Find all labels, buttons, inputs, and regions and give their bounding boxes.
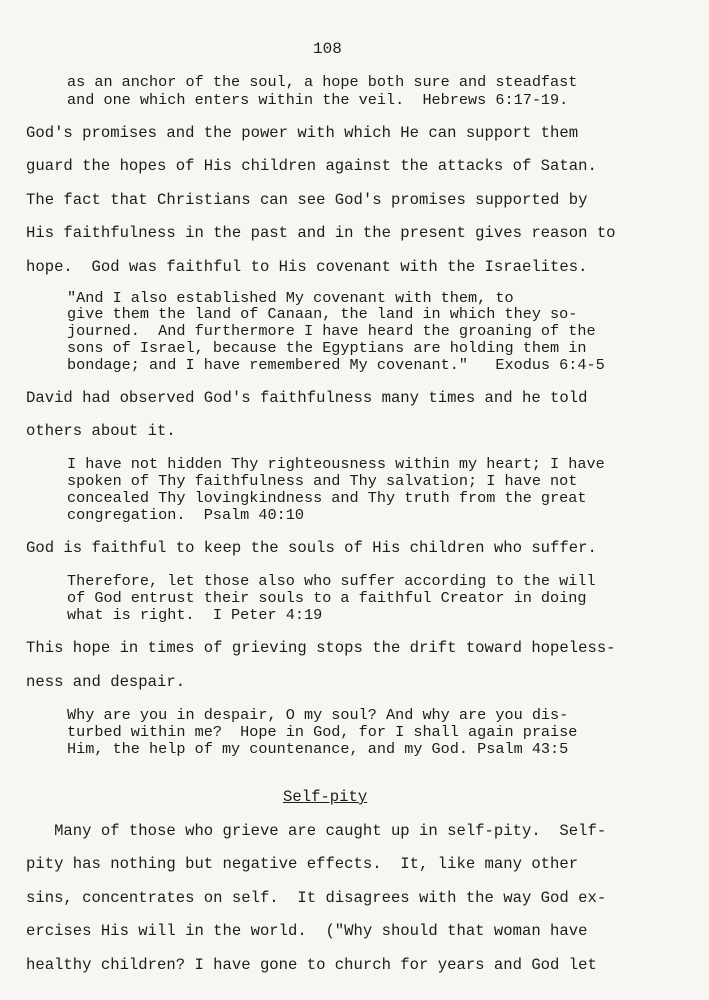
body-line: healthy children? I have gone to church for years and God let bbox=[26, 956, 597, 974]
body-line: God is faithful to keep the souls of His children who suffer. bbox=[26, 539, 597, 557]
quote-line: Why are you in despair, O my soul? And why are you dis- bbox=[67, 706, 569, 724]
quote-line: Him, the help of my countenance, and my God. Psalm 43:5 bbox=[67, 740, 569, 758]
body-line: ercises His will in the world. ("Why should that woman have bbox=[26, 922, 588, 940]
quote-line: as an anchor of the soul, a hope both sure and steadfast bbox=[67, 73, 578, 91]
quote-line: Therefore, let those also who suffer according to the will bbox=[67, 572, 596, 590]
quote-line: concealed Thy lovingkindness and Thy truth from the great bbox=[67, 489, 587, 507]
quote-line: sons of Israel, because the Egyptians are holding them in bbox=[67, 339, 587, 357]
body-line: guard the hopes of His children against the attacks of Satan. bbox=[26, 157, 597, 175]
body-line: David had observed God's faithfulness many times and he told bbox=[26, 389, 588, 407]
body-line: sins, concentrates on self. It disagrees with the way God ex- bbox=[26, 889, 607, 907]
quote-line: journed. And furthermore I have heard the groaning of the bbox=[67, 322, 596, 340]
body-line: God's promises and the power with which He can support them bbox=[26, 124, 579, 142]
body-line: ness and despair. bbox=[26, 673, 186, 691]
body-line: His faithfulness in the past and in the present gives reason to bbox=[26, 224, 616, 242]
body-line: This hope in times of grieving stops the drift toward hopeless- bbox=[26, 639, 616, 657]
body-line: others about it. bbox=[26, 422, 176, 440]
quote-line: "And I also established My covenant with them, to bbox=[67, 289, 514, 307]
quote-line: of God entrust their souls to a faithful Creator in doing bbox=[67, 589, 587, 607]
quote-line: what is right. I Peter 4:19 bbox=[67, 606, 323, 624]
section-heading: Self-pity bbox=[283, 788, 368, 806]
quote-line: bondage; and I have remembered My covenant." Exodus 6:4-5 bbox=[67, 356, 605, 374]
quote-line: turbed within me? Hope in God, for I shall again praise bbox=[67, 723, 578, 741]
quote-line: spoken of Thy faithfulness and Thy salvation; I have not bbox=[67, 472, 578, 490]
quote-line: and one which enters within the veil. Hebrews 6:17-19. bbox=[67, 91, 569, 109]
quote-line: give them the land of Canaan, the land in which they so- bbox=[67, 305, 578, 323]
body-line: Many of those who grieve are caught up in self-pity. Self- bbox=[26, 822, 607, 840]
body-line: pity has nothing but negative effects. It, like many other bbox=[26, 855, 579, 873]
quote-line: congregation. Psalm 40:10 bbox=[67, 506, 304, 524]
quote-line: I have not hidden Thy righteousness within my heart; I have bbox=[67, 455, 605, 473]
page-number: 108 bbox=[313, 40, 342, 58]
body-line: hope. God was faithful to His covenant with the Israelites. bbox=[26, 258, 588, 276]
body-line: The fact that Christians can see God's promises supported by bbox=[26, 191, 588, 209]
